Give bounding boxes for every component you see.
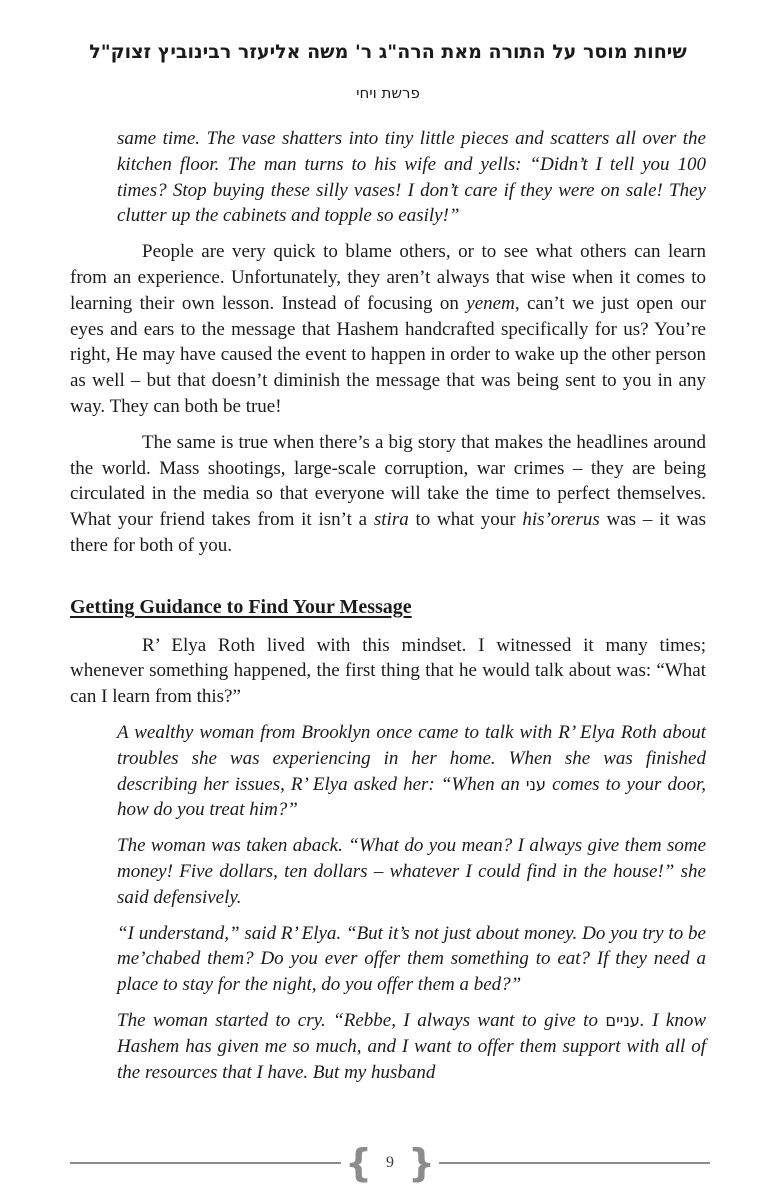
hebrew-title: שיחות מוסר על התורה מאת הרה"ג ר' משה אליעזר רבינוביץ זצוק"ל — [89, 41, 687, 63]
left-brace-ornament: { — [344, 1141, 372, 1185]
page-number: 9 — [386, 1154, 394, 1171]
hebrew-term: עניים — [605, 1010, 640, 1030]
hebrew-term: עני — [525, 774, 547, 794]
right-brace-ornament: } — [408, 1141, 436, 1185]
parsha-subtitle: פרשת ויחי — [356, 84, 420, 102]
quote-paragraph: The woman started to cry. “Rebbe, I always want to give to עניים. I know Hashem has given me so much, and I want to offer them support with all of the resources that I have. But my husband — [117, 1009, 706, 1083]
page-footer — [70, 1140, 710, 1186]
body-paragraph: The same is true when there’s a big story that makes the headlines around the world. Mass shootings, large-scale corruption, war crimes – they are being circulated in the media so that everyone will take the time to perfect themselves. What your friend takes from it isn’t a stira to what your his’orerus was – it was there for both of you. — [70, 431, 706, 556]
body-paragraph: People are very quick to blame others, or to see what others can learn from an experience. Unfortunately, they aren’t always that wise when it comes to learning their own lesson. Instead of focusing on yenem, can’t we just open our eyes and ears to the message that Hashem handcrafted specifically for us? You’re right, He may have caused the event to happen in order to wake up the other person as well – but that doesn’t diminish the message that was being sent to you in any way. They can both be true! — [70, 241, 706, 417]
footer-rule-left — [70, 1162, 341, 1164]
quote-paragraph: The woman was taken aback. “What do you mean? I always give them some money! Five dollars, ten dollars – whatever I could find in the house!” she said defensively. — [117, 835, 706, 908]
quote-paragraph: A wealthy woman from Brooklyn once came to talk with R’ Elya Roth about troubles she was experiencing in her home. When she was finished describing her issues, R’ Elya asked her: “When an עני comes to your door, how do you treat him?” — [117, 721, 706, 821]
section-heading: Getting Guidance to Find Your Message — [70, 595, 412, 618]
footer-rule-right — [439, 1162, 710, 1164]
body-paragraph: R’ Elya Roth lived with this mindset. I witnessed it many times; whenever something happened, the first thing that he would talk about was: “What can I learn from this?” — [70, 634, 706, 708]
quote-paragraph: “I understand,” said R’ Elya. “But it’s not just about money. Do you try to be me’chabed them? Do you ever offer them something to eat? If they need a place to stay for the night, do you offer them a bed?” — [117, 922, 706, 996]
content-blocks — [70, 126, 706, 1085]
quote-paragraph: same time. The vase shatters into tiny little pieces and scatters all over the kitchen floor. The man turns to his wife and yells: “Didn’t I tell you 100 times? Stop buying these silly vases! I don’t care if they were on sale! They clutter up the cabinets and topple so easily!” — [117, 128, 706, 227]
page-header — [0, 0, 776, 104]
